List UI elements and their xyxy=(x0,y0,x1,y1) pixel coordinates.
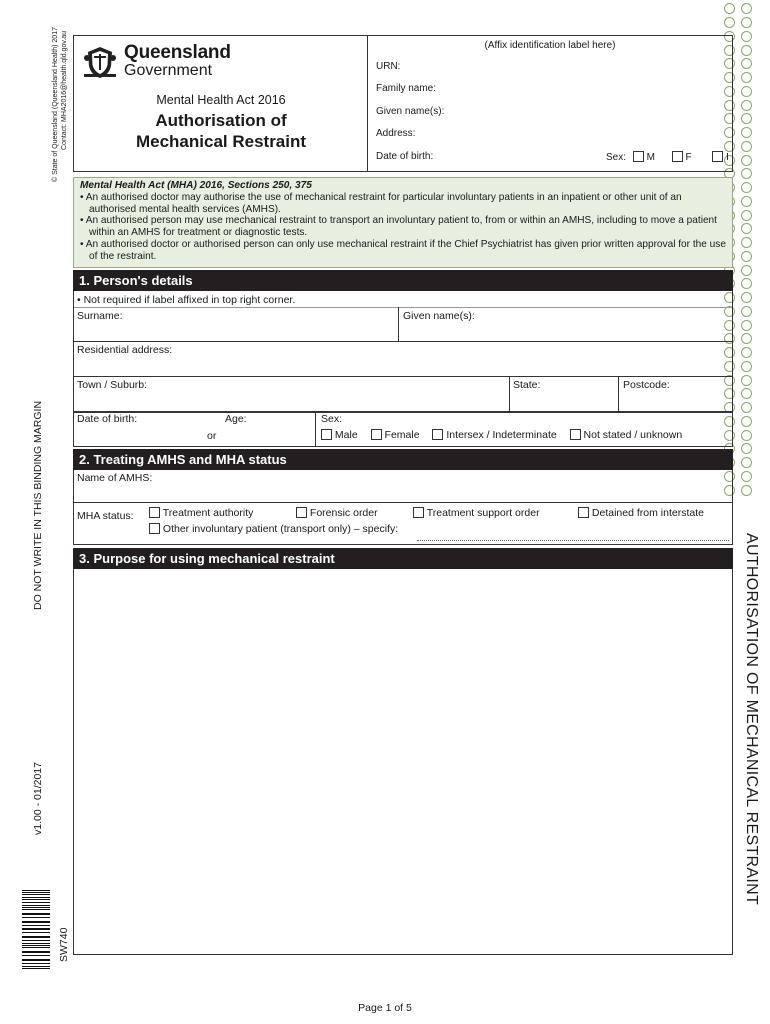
binding-hole-icon xyxy=(741,471,752,482)
binding-hole-icon xyxy=(741,292,752,303)
copyright-note: © State of Queensland (Queensland Health) 2017 xyxy=(52,27,59,182)
binding-hole-icon xyxy=(741,388,752,399)
binding-hole-icon xyxy=(741,3,752,14)
sex-f-label: F xyxy=(685,152,692,163)
binding-hole-icon xyxy=(741,416,752,427)
binding-hole-icon xyxy=(741,210,752,221)
binding-hole-icon xyxy=(741,86,752,97)
binding-hole-icon xyxy=(741,196,752,207)
barcode-bar xyxy=(22,914,50,915)
intersex-checkbox[interactable] xyxy=(432,429,443,440)
mha-option-treatment-authority xyxy=(149,507,253,519)
residential-address-label: Residential address: xyxy=(77,344,173,356)
binding-hole-icon xyxy=(741,457,752,468)
town-suburb-label: Town / Suburb: xyxy=(77,379,148,391)
not-stated-checkbox[interactable] xyxy=(570,429,581,440)
treatment-authority-label: Treatment authority xyxy=(162,507,254,519)
urn-label: URN: xyxy=(376,61,401,72)
legislation-info-panel xyxy=(73,177,733,268)
mha-option-treatment-support xyxy=(413,507,540,519)
header-title-panel xyxy=(74,36,368,171)
binding-hole-icon xyxy=(741,223,752,234)
binding-hole-icon xyxy=(741,361,752,372)
barcode-bar xyxy=(22,959,50,960)
sex-f-checkbox[interactable] xyxy=(672,151,683,162)
sex-i-label: I xyxy=(726,152,729,163)
mha-option-interstate xyxy=(578,507,704,519)
binding-hole-icon xyxy=(741,182,752,193)
sex-m-label: M xyxy=(646,152,655,163)
dob-label: Date of birth: xyxy=(77,413,138,425)
binding-hole-icon xyxy=(741,17,752,28)
other-involuntary-checkbox[interactable] xyxy=(149,523,160,534)
forensic-order-checkbox[interactable] xyxy=(296,507,307,518)
mha-option-other xyxy=(149,523,398,535)
hole-row xyxy=(724,2,760,16)
other-involuntary-label: Other involuntary patient (transport only) – specify: xyxy=(162,523,399,535)
affix-label-note: (Affix identification label here) xyxy=(484,40,616,51)
given-names-label: Given name(s): xyxy=(403,310,475,322)
binding-hole-icon xyxy=(741,155,752,166)
sex-m-checkbox[interactable] xyxy=(633,151,644,162)
binding-hole-icon xyxy=(741,58,752,69)
detained-interstate-checkbox[interactable] xyxy=(578,507,589,518)
binding-hole-icon xyxy=(741,100,752,111)
binding-hole-icon xyxy=(741,375,752,386)
binding-hole-icon xyxy=(741,31,752,42)
qld-government-logo xyxy=(82,44,231,80)
binding-hole-icon xyxy=(741,265,752,276)
barcode-bar xyxy=(22,890,50,891)
binding-hole-icon xyxy=(741,45,752,56)
logo-text-queensland: Queensland xyxy=(124,42,231,63)
or-label: or xyxy=(207,430,217,442)
side-title xyxy=(734,533,764,923)
section-2-header: 2. Treating AMHS and MHA status xyxy=(73,449,733,470)
male-label: Male xyxy=(334,429,358,441)
detained-interstate-label: Detained from interstate xyxy=(591,507,704,519)
postcode-label: Postcode: xyxy=(623,379,670,391)
female-label: Female xyxy=(384,429,420,441)
treatment-support-label: Treatment support order xyxy=(426,507,540,519)
binding-hole-icon xyxy=(741,306,752,317)
sex-label: Sex: xyxy=(321,413,343,425)
binding-hole-icon xyxy=(741,278,752,289)
intersex-label: Intersex / Indeterminate xyxy=(446,429,557,441)
binding-hole-icon xyxy=(724,17,735,28)
binding-hole-icon xyxy=(741,251,752,262)
male-checkbox[interactable] xyxy=(321,429,332,440)
binding-hole-icon xyxy=(741,237,752,248)
specify-input-line[interactable] xyxy=(417,540,729,541)
barcode-bar xyxy=(22,966,50,967)
barcode-bar xyxy=(22,922,50,923)
form-header xyxy=(73,35,733,172)
address-label: Address: xyxy=(376,128,416,139)
barcode-bar xyxy=(22,940,50,941)
barcode-bar xyxy=(22,909,50,910)
patient-label-panel[interactable] xyxy=(368,36,732,171)
barcode xyxy=(22,890,50,970)
hole-row xyxy=(724,16,760,30)
barcode-bar xyxy=(22,897,50,898)
binding-hole-icon xyxy=(741,113,752,124)
form-code: SW740 xyxy=(58,927,70,962)
info-title: Mental Health Act (MHA) 2016, Sections 250, 375 xyxy=(80,180,312,191)
barcode-bar xyxy=(22,947,50,948)
purpose-textarea[interactable] xyxy=(73,569,733,955)
binding-hole-icon xyxy=(741,485,752,496)
side-title-text: AUTHORISATION OF MECHANICAL RESTRAINT xyxy=(743,533,760,906)
barcode-bar xyxy=(22,952,50,953)
binding-hole-icon xyxy=(724,3,735,14)
sex-label: Sex: xyxy=(606,152,627,163)
act-name: Mental Health Act 2016 xyxy=(156,93,286,107)
form-title-line1: Authorisation of xyxy=(155,111,287,130)
given-names-label: Given name(s): xyxy=(376,106,445,117)
logo-text-government: Government xyxy=(124,62,213,79)
form-title-line2: Mechanical Restraint xyxy=(135,132,307,151)
binding-hole-icon xyxy=(741,141,752,152)
not-stated-label: Not stated / unknown xyxy=(583,429,683,441)
mha-status-label: MHA status: xyxy=(77,510,134,522)
amhs-name-field[interactable] xyxy=(73,470,733,503)
binding-hole-icon xyxy=(741,430,752,441)
amhs-name-label: Name of AMHS: xyxy=(77,472,153,484)
section-1-header: 1. Person's details xyxy=(73,270,733,291)
treatment-authority-checkbox[interactable] xyxy=(149,507,160,518)
info-bullet: • An authorised person may use mechanical restraint to transport an involuntary patient to, from or within an AMHS, including to move a patient within an AMHS for treatment or diagnostic tests. xyxy=(80,215,717,239)
coat-of-arms-icon xyxy=(82,44,118,80)
dob-label: Date of birth: xyxy=(376,151,434,162)
header-sex-field xyxy=(606,151,729,163)
surname-label: Surname: xyxy=(77,310,123,322)
contact-note: Contact: MHA2016@health.qld.gov.au xyxy=(61,30,68,150)
info-bullet: • An authorised doctor may authorise the use of mechanical restraint for particular involuntary patients in an inpatient or other unit of an authorised mental health services (AMHS). xyxy=(80,191,682,215)
form-title xyxy=(74,110,368,152)
forensic-order-label: Forensic order xyxy=(309,507,378,519)
sex-options xyxy=(321,429,682,441)
sex-i-checkbox[interactable] xyxy=(712,151,723,162)
binding-margin-warning: DO NOT WRITE IN THIS BINDING MARGIN xyxy=(32,400,44,610)
mha-option-forensic-order xyxy=(296,507,378,519)
female-checkbox[interactable] xyxy=(371,429,382,440)
barcode-bar xyxy=(22,929,50,930)
section-1-note: • Not required if label affixed in top right corner. xyxy=(77,294,296,306)
state-label: State: xyxy=(513,379,541,391)
binding-hole-icon xyxy=(741,168,752,179)
binding-hole-icon xyxy=(741,320,752,331)
barcode-bar xyxy=(22,932,50,933)
binding-hole-icon xyxy=(741,333,752,344)
age-label: Age: xyxy=(225,413,247,425)
info-bullet: • An authorised doctor or authorised person can only use mechanical restraint if the Chief Psychiatrist has given prior written approval for the use of the restraint. xyxy=(80,238,726,262)
section-3-header: 3. Purpose for using mechanical restraint xyxy=(73,548,733,569)
binding-hole-icon xyxy=(741,443,752,454)
barcode-bar xyxy=(22,902,50,903)
page-number: Page 1 of 5 xyxy=(358,1002,412,1014)
binding-hole-icon xyxy=(741,347,752,358)
treatment-support-checkbox[interactable] xyxy=(413,507,424,518)
binding-hole-icon xyxy=(741,402,752,413)
family-name-label: Family name: xyxy=(376,83,437,94)
version-label: v1.00 - 01/2017 xyxy=(32,762,44,835)
binding-hole-icon xyxy=(741,72,752,83)
binding-hole-icon xyxy=(741,127,752,138)
